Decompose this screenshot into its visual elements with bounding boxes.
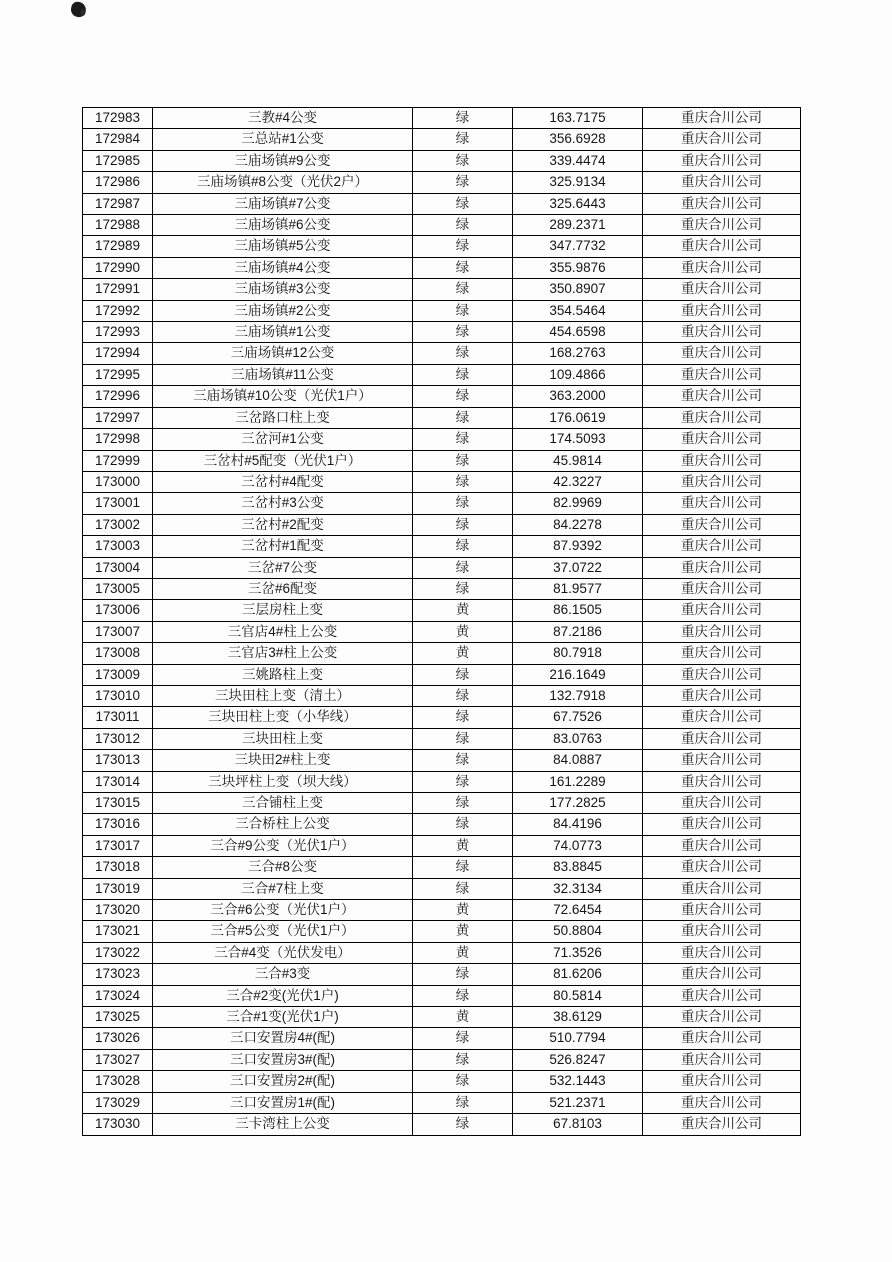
table-row (83, 471, 801, 492)
cell-company: 重庆合川公司 (643, 728, 801, 749)
cell-name: 三庙场镇#9公变 (153, 150, 413, 171)
cell-value: 84.4196 (513, 814, 643, 835)
table-row (83, 685, 801, 706)
cell-id: 172993 (83, 322, 153, 343)
cell-status: 绿 (413, 557, 513, 578)
cell-status: 黄 (413, 643, 513, 664)
cell-value: 325.6443 (513, 193, 643, 214)
cell-id: 173015 (83, 793, 153, 814)
ink-smudge-icon (70, 1, 88, 19)
cell-name: 三官店4#柱上公变 (153, 621, 413, 642)
table-row (83, 600, 801, 621)
table-row (83, 450, 801, 471)
table-row (83, 793, 801, 814)
cell-company: 重庆合川公司 (643, 835, 801, 856)
cell-status: 绿 (413, 685, 513, 706)
table-row (83, 257, 801, 278)
cell-value: 532.1443 (513, 1071, 643, 1092)
cell-id: 173019 (83, 878, 153, 899)
cell-status: 绿 (413, 300, 513, 321)
cell-name: 三合#8公变 (153, 857, 413, 878)
cell-value: 81.6206 (513, 964, 643, 985)
cell-status: 绿 (413, 1049, 513, 1070)
cell-status: 绿 (413, 857, 513, 878)
cell-name: 三口安置房2#(配) (153, 1071, 413, 1092)
cell-status: 绿 (413, 793, 513, 814)
cell-company: 重庆合川公司 (643, 514, 801, 535)
cell-id: 172991 (83, 279, 153, 300)
transformer-table (82, 107, 801, 1136)
cell-status: 绿 (413, 236, 513, 257)
cell-company: 重庆合川公司 (643, 343, 801, 364)
table-row (83, 1071, 801, 1092)
cell-value: 289.2371 (513, 215, 643, 236)
cell-company: 重庆合川公司 (643, 386, 801, 407)
cell-status: 绿 (413, 386, 513, 407)
table-row (83, 129, 801, 150)
cell-name: 三庙场镇#1公变 (153, 322, 413, 343)
cell-status: 绿 (413, 172, 513, 193)
cell-status: 黄 (413, 1007, 513, 1028)
cell-name: 三合#3变 (153, 964, 413, 985)
table-row (83, 150, 801, 171)
cell-id: 172990 (83, 257, 153, 278)
cell-id: 173026 (83, 1028, 153, 1049)
cell-name: 三庙场镇#7公变 (153, 193, 413, 214)
table-row (83, 985, 801, 1006)
cell-id: 173029 (83, 1092, 153, 1113)
cell-status: 绿 (413, 322, 513, 343)
cell-value: 32.3134 (513, 878, 643, 899)
cell-status: 绿 (413, 985, 513, 1006)
table-row (83, 429, 801, 450)
cell-company: 重庆合川公司 (643, 921, 801, 942)
cell-name: 三庙场镇#12公变 (153, 343, 413, 364)
table-row (83, 493, 801, 514)
cell-value: 81.9577 (513, 578, 643, 599)
table-row (83, 193, 801, 214)
cell-value: 45.9814 (513, 450, 643, 471)
cell-company: 重庆合川公司 (643, 1007, 801, 1028)
cell-value: 72.6454 (513, 900, 643, 921)
cell-status: 绿 (413, 257, 513, 278)
cell-name: 三岔#7公变 (153, 557, 413, 578)
cell-id: 173023 (83, 964, 153, 985)
cell-status: 绿 (413, 964, 513, 985)
table-row (83, 664, 801, 685)
cell-name: 三块坪柱上变（坝大线） (153, 771, 413, 792)
cell-name: 三口安置房1#(配) (153, 1092, 413, 1113)
cell-company: 重庆合川公司 (643, 600, 801, 621)
cell-value: 174.5093 (513, 429, 643, 450)
cell-value: 109.4866 (513, 364, 643, 385)
cell-company: 重庆合川公司 (643, 557, 801, 578)
cell-status: 绿 (413, 471, 513, 492)
cell-value: 87.9392 (513, 536, 643, 557)
cell-value: 176.0619 (513, 407, 643, 428)
cell-company: 重庆合川公司 (643, 407, 801, 428)
cell-name: 三岔河#1公变 (153, 429, 413, 450)
cell-value: 354.5464 (513, 300, 643, 321)
table-row (83, 236, 801, 257)
table-row (83, 1114, 801, 1135)
cell-name: 三合#6公变（光伏1户） (153, 900, 413, 921)
table-row (83, 835, 801, 856)
cell-value: 83.8845 (513, 857, 643, 878)
cell-company: 重庆合川公司 (643, 793, 801, 814)
cell-id: 173022 (83, 942, 153, 963)
cell-status: 绿 (413, 279, 513, 300)
cell-status: 绿 (413, 364, 513, 385)
table-row (83, 900, 801, 921)
cell-status: 绿 (413, 343, 513, 364)
cell-status: 绿 (413, 814, 513, 835)
cell-company: 重庆合川公司 (643, 1028, 801, 1049)
cell-id: 172997 (83, 407, 153, 428)
table-row (83, 514, 801, 535)
cell-id: 173030 (83, 1114, 153, 1135)
cell-value: 339.4474 (513, 150, 643, 171)
cell-status: 绿 (413, 771, 513, 792)
cell-status: 黄 (413, 835, 513, 856)
cell-value: 350.8907 (513, 279, 643, 300)
cell-company: 重庆合川公司 (643, 471, 801, 492)
cell-company: 重庆合川公司 (643, 1114, 801, 1135)
cell-name: 三姚路柱上变 (153, 664, 413, 685)
table-row (83, 343, 801, 364)
cell-id: 173000 (83, 471, 153, 492)
table-row (83, 1028, 801, 1049)
table-row (83, 386, 801, 407)
cell-value: 84.0887 (513, 750, 643, 771)
cell-status: 黄 (413, 600, 513, 621)
cell-status: 绿 (413, 514, 513, 535)
cell-name: 三合铺柱上变 (153, 793, 413, 814)
cell-value: 80.7918 (513, 643, 643, 664)
table-row (83, 279, 801, 300)
table-row (83, 857, 801, 878)
cell-status: 绿 (413, 108, 513, 129)
cell-status: 绿 (413, 407, 513, 428)
cell-status: 绿 (413, 450, 513, 471)
cell-name: 三口安置房3#(配) (153, 1049, 413, 1070)
cell-value: 74.0773 (513, 835, 643, 856)
cell-value: 363.2000 (513, 386, 643, 407)
cell-company: 重庆合川公司 (643, 450, 801, 471)
cell-value: 67.8103 (513, 1114, 643, 1135)
cell-id: 172989 (83, 236, 153, 257)
cell-status: 绿 (413, 1092, 513, 1113)
cell-id: 173007 (83, 621, 153, 642)
cell-id: 173027 (83, 1049, 153, 1070)
cell-id: 173028 (83, 1071, 153, 1092)
cell-company: 重庆合川公司 (643, 279, 801, 300)
cell-id: 173008 (83, 643, 153, 664)
cell-id: 172985 (83, 150, 153, 171)
cell-id: 173010 (83, 685, 153, 706)
cell-name: 三合#7柱上变 (153, 878, 413, 899)
table-row (83, 814, 801, 835)
cell-status: 绿 (413, 429, 513, 450)
cell-company: 重庆合川公司 (643, 236, 801, 257)
cell-value: 526.8247 (513, 1049, 643, 1070)
cell-company: 重庆合川公司 (643, 664, 801, 685)
cell-name: 三庙场镇#3公变 (153, 279, 413, 300)
cell-company: 重庆合川公司 (643, 857, 801, 878)
cell-value: 454.6598 (513, 322, 643, 343)
cell-name: 三合#9公变（光伏1户） (153, 835, 413, 856)
cell-status: 绿 (413, 707, 513, 728)
cell-id: 173004 (83, 557, 153, 578)
cell-company: 重庆合川公司 (643, 707, 801, 728)
cell-value: 355.9876 (513, 257, 643, 278)
cell-company: 重庆合川公司 (643, 685, 801, 706)
table-row (83, 300, 801, 321)
cell-name: 三岔村#4配变 (153, 471, 413, 492)
table-row (83, 1007, 801, 1028)
cell-company: 重庆合川公司 (643, 129, 801, 150)
cell-id: 173006 (83, 600, 153, 621)
cell-company: 重庆合川公司 (643, 1092, 801, 1113)
cell-status: 绿 (413, 150, 513, 171)
cell-value: 163.7175 (513, 108, 643, 129)
cell-value: 83.0763 (513, 728, 643, 749)
cell-company: 重庆合川公司 (643, 322, 801, 343)
cell-id: 172999 (83, 450, 153, 471)
cell-status: 绿 (413, 493, 513, 514)
cell-id: 173025 (83, 1007, 153, 1028)
cell-value: 216.1649 (513, 664, 643, 685)
table-row (83, 1049, 801, 1070)
cell-company: 重庆合川公司 (643, 300, 801, 321)
cell-id: 172986 (83, 172, 153, 193)
table-row (83, 215, 801, 236)
table-row (83, 643, 801, 664)
cell-name: 三庙场镇#4公变 (153, 257, 413, 278)
cell-status: 绿 (413, 193, 513, 214)
cell-value: 87.2186 (513, 621, 643, 642)
cell-name: 三合#5公变（光伏1户） (153, 921, 413, 942)
cell-name: 三岔村#5配变（光伏1户） (153, 450, 413, 471)
cell-name: 三块田柱上变（清土） (153, 685, 413, 706)
cell-company: 重庆合川公司 (643, 771, 801, 792)
cell-name: 三庙场镇#5公变 (153, 236, 413, 257)
cell-status: 绿 (413, 1114, 513, 1135)
cell-name: 三合#1变(光伏1户) (153, 1007, 413, 1028)
cell-company: 重庆合川公司 (643, 878, 801, 899)
cell-value: 38.6129 (513, 1007, 643, 1028)
table-row (83, 771, 801, 792)
cell-company: 重庆合川公司 (643, 1071, 801, 1092)
cell-value: 177.2825 (513, 793, 643, 814)
cell-id: 173011 (83, 707, 153, 728)
cell-id: 173003 (83, 536, 153, 557)
cell-id: 173001 (83, 493, 153, 514)
cell-id: 173014 (83, 771, 153, 792)
cell-value: 86.1505 (513, 600, 643, 621)
cell-status: 黄 (413, 621, 513, 642)
cell-name: 三庙场镇#6公变 (153, 215, 413, 236)
cell-value: 347.7732 (513, 236, 643, 257)
cell-value: 42.3227 (513, 471, 643, 492)
cell-company: 重庆合川公司 (643, 621, 801, 642)
cell-company: 重庆合川公司 (643, 172, 801, 193)
cell-name: 三岔#6配变 (153, 578, 413, 599)
table-body (83, 108, 801, 1136)
table-row (83, 750, 801, 771)
cell-id: 172996 (83, 386, 153, 407)
cell-company: 重庆合川公司 (643, 578, 801, 599)
cell-name: 三庙场镇#11公变 (153, 364, 413, 385)
cell-company: 重庆合川公司 (643, 257, 801, 278)
cell-company: 重庆合川公司 (643, 1049, 801, 1070)
cell-company: 重庆合川公司 (643, 150, 801, 171)
cell-name: 三教#4公变 (153, 108, 413, 129)
table-row (83, 942, 801, 963)
table-row (83, 878, 801, 899)
cell-name: 三官店3#柱上公变 (153, 643, 413, 664)
cell-name: 三岔村#2配变 (153, 514, 413, 535)
cell-value: 37.0722 (513, 557, 643, 578)
cell-name: 三卡湾柱上公变 (153, 1114, 413, 1135)
cell-id: 172994 (83, 343, 153, 364)
cell-value: 80.5814 (513, 985, 643, 1006)
cell-value: 168.2763 (513, 343, 643, 364)
cell-value: 510.7794 (513, 1028, 643, 1049)
cell-id: 173020 (83, 900, 153, 921)
cell-id: 173009 (83, 664, 153, 685)
cell-value: 50.8804 (513, 921, 643, 942)
cell-company: 重庆合川公司 (643, 364, 801, 385)
cell-company: 重庆合川公司 (643, 429, 801, 450)
cell-id: 173021 (83, 921, 153, 942)
cell-id: 173017 (83, 835, 153, 856)
cell-name: 三岔村#3公变 (153, 493, 413, 514)
cell-name: 三合#2变(光伏1户) (153, 985, 413, 1006)
cell-value: 71.3526 (513, 942, 643, 963)
cell-company: 重庆合川公司 (643, 985, 801, 1006)
table-row (83, 407, 801, 428)
cell-status: 绿 (413, 578, 513, 599)
cell-value: 521.2371 (513, 1092, 643, 1113)
cell-value: 82.9969 (513, 493, 643, 514)
cell-name: 三块田柱上变（小华线） (153, 707, 413, 728)
table-row (83, 364, 801, 385)
cell-company: 重庆合川公司 (643, 750, 801, 771)
cell-status: 绿 (413, 536, 513, 557)
table-row (83, 108, 801, 129)
cell-id: 173018 (83, 857, 153, 878)
cell-company: 重庆合川公司 (643, 108, 801, 129)
cell-id: 173013 (83, 750, 153, 771)
cell-status: 绿 (413, 129, 513, 150)
cell-company: 重庆合川公司 (643, 493, 801, 514)
table-row (83, 1092, 801, 1113)
cell-id: 172998 (83, 429, 153, 450)
cell-name: 三庙场镇#8公变（光伏2户） (153, 172, 413, 193)
cell-company: 重庆合川公司 (643, 193, 801, 214)
cell-id: 172995 (83, 364, 153, 385)
cell-value: 132.7918 (513, 685, 643, 706)
table-row (83, 578, 801, 599)
cell-value: 84.2278 (513, 514, 643, 535)
table-row (83, 557, 801, 578)
cell-name: 三块田柱上变 (153, 728, 413, 749)
cell-name: 三合#4变（光伏发电） (153, 942, 413, 963)
cell-status: 黄 (413, 942, 513, 963)
cell-company: 重庆合川公司 (643, 900, 801, 921)
cell-status: 绿 (413, 215, 513, 236)
cell-name: 三岔路口柱上变 (153, 407, 413, 428)
cell-id: 173024 (83, 985, 153, 1006)
cell-company: 重庆合川公司 (643, 814, 801, 835)
cell-company: 重庆合川公司 (643, 536, 801, 557)
table-row (83, 964, 801, 985)
table-row (83, 322, 801, 343)
table-row (83, 728, 801, 749)
cell-id: 172987 (83, 193, 153, 214)
cell-id: 172988 (83, 215, 153, 236)
cell-id: 173005 (83, 578, 153, 599)
cell-status: 绿 (413, 664, 513, 685)
cell-id: 173002 (83, 514, 153, 535)
cell-status: 绿 (413, 878, 513, 899)
cell-value: 67.7526 (513, 707, 643, 728)
cell-name: 三岔村#1配变 (153, 536, 413, 557)
cell-company: 重庆合川公司 (643, 964, 801, 985)
cell-name: 三层房柱上变 (153, 600, 413, 621)
cell-value: 325.9134 (513, 172, 643, 193)
cell-id: 173012 (83, 728, 153, 749)
cell-company: 重庆合川公司 (643, 942, 801, 963)
cell-value: 161.2289 (513, 771, 643, 792)
cell-status: 绿 (413, 750, 513, 771)
cell-status: 绿 (413, 1028, 513, 1049)
cell-status: 绿 (413, 1071, 513, 1092)
cell-id: 172984 (83, 129, 153, 150)
cell-id: 173016 (83, 814, 153, 835)
cell-name: 三块田2#柱上变 (153, 750, 413, 771)
cell-name: 三合桥柱上公变 (153, 814, 413, 835)
cell-name: 三总站#1公变 (153, 129, 413, 150)
cell-name: 三庙场镇#2公变 (153, 300, 413, 321)
table-row (83, 536, 801, 557)
table-row (83, 621, 801, 642)
cell-status: 绿 (413, 728, 513, 749)
cell-value: 356.6928 (513, 129, 643, 150)
cell-status: 黄 (413, 921, 513, 942)
cell-company: 重庆合川公司 (643, 215, 801, 236)
cell-name: 三口安置房4#(配) (153, 1028, 413, 1049)
cell-name: 三庙场镇#10公变（光伏1户） (153, 386, 413, 407)
cell-id: 172983 (83, 108, 153, 129)
table-row (83, 921, 801, 942)
cell-id: 172992 (83, 300, 153, 321)
table-row (83, 172, 801, 193)
table-row (83, 707, 801, 728)
cell-company: 重庆合川公司 (643, 643, 801, 664)
cell-status: 黄 (413, 900, 513, 921)
